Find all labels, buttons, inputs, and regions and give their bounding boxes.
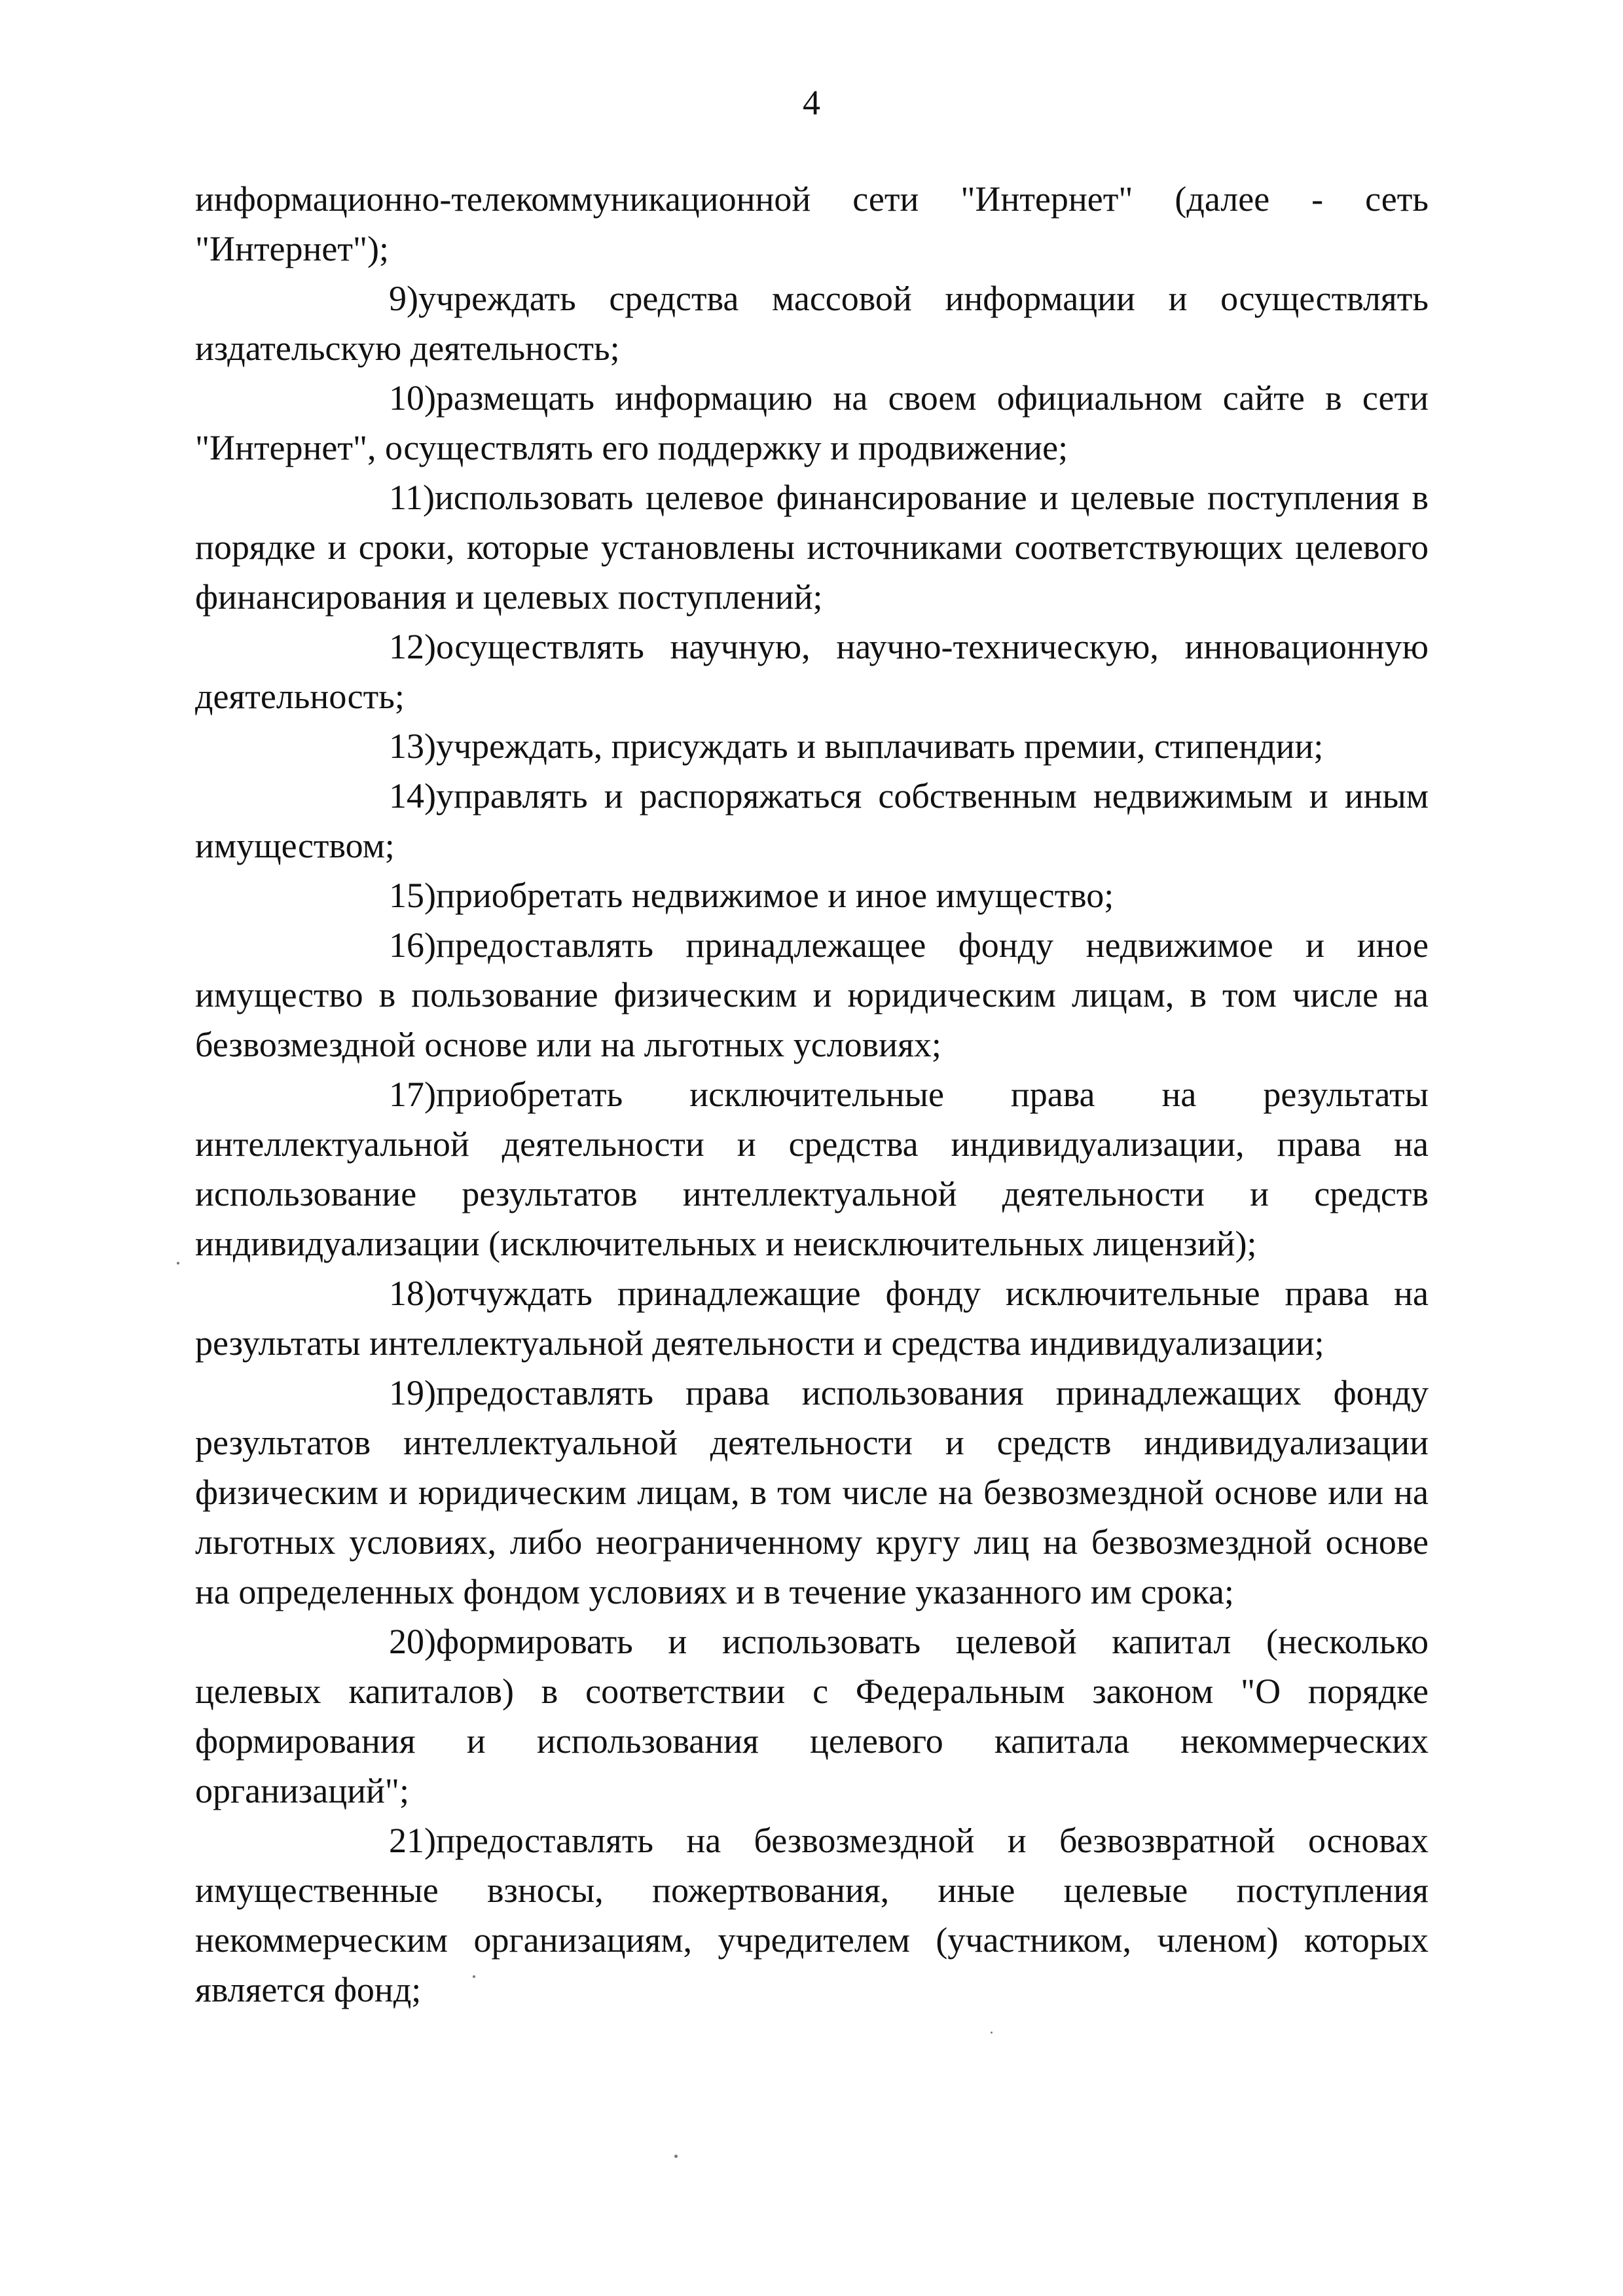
list-item-number: 9) xyxy=(389,279,418,318)
list-item-number: 16) xyxy=(389,925,436,965)
list-item-text: предоставлять принадлежащее фонду недвижимое и иное имущество в пользование физическим и юридическим лицам, в том числе на безвозмездной основе или на льготных условиях; xyxy=(195,925,1429,1064)
list-item-text: учреждать, присуждать и выплачивать премии, стипендии; xyxy=(435,726,1324,766)
paragraph-text: информационно-телекоммуникационной сети "Интернет" (далее - сеть "Интернет"); xyxy=(195,179,1429,268)
list-item xyxy=(195,373,1429,473)
scan-speck xyxy=(991,2032,993,2034)
list-item-number: 11) xyxy=(389,478,435,517)
list-item-number: 13) xyxy=(389,726,436,766)
list-item xyxy=(195,721,1429,771)
scan-speck xyxy=(177,1262,179,1265)
list-item xyxy=(195,473,1429,622)
list-item xyxy=(195,1816,1429,2015)
list-item xyxy=(195,622,1429,721)
list-item-number: 21) xyxy=(389,1821,436,1860)
list-item-number: 14) xyxy=(389,776,436,816)
page-number: 4 xyxy=(803,83,820,122)
list-item xyxy=(195,870,1429,920)
scan-speck xyxy=(674,2155,678,2158)
list-item xyxy=(195,1617,1429,1816)
list-item xyxy=(195,771,1429,870)
list-item xyxy=(195,1368,1429,1617)
list-item-number: 18) xyxy=(389,1274,436,1313)
list-item xyxy=(195,1268,1429,1368)
list-item xyxy=(195,274,1429,373)
list-item-number: 15) xyxy=(389,876,436,915)
list-item-number: 10) xyxy=(389,378,436,418)
scan-speck xyxy=(473,1975,475,1978)
list-item-text: приобретать исключительные права на результаты интеллектуальной деятельности и средства индивидуализации, права на использование результатов интеллектуальной деятельности и средств индивидуализации (исключительных и неисключительных лицензий); xyxy=(195,1075,1429,1263)
list-item-text: осуществлять научную, научно-техническую, инновационную деятельность; xyxy=(195,627,1429,716)
list-item-number: 17) xyxy=(389,1075,436,1114)
list-item xyxy=(195,1069,1429,1268)
list-item xyxy=(195,920,1429,1069)
list-item-text: учреждать средства массовой информации и осуществлять издательскую деятельность; xyxy=(195,279,1429,368)
list-item-text: приобретать недвижимое и иное имущество; xyxy=(435,876,1114,915)
list-item-number: 19) xyxy=(389,1373,436,1412)
list-item-text: предоставлять на безвозмездной и безвозвратной основах имущественные взносы, пожертвования, иные целевые поступления некоммерческим организациям, учредителем (участником, членом) которых является фонд; xyxy=(195,1821,1429,2009)
list-item-text: формировать и использовать целевой капитал (несколько целевых капиталов) в соответствии с Федеральным законом "О порядке формирования и использования целевого капитала некоммерческих организаций"; xyxy=(195,1622,1429,1810)
list-item-number: 20) xyxy=(389,1622,436,1661)
list-item-text: управлять и распоряжаться собственным недвижимым и иным имуществом; xyxy=(195,776,1429,865)
list-item-text: предоставлять права использования принадлежащих фонду результатов интеллектуальной деятельности и средств индивидуализации физическим и юридическим лицам, в том числе на безвозмездной основе или на льготных условиях, либо неограниченному кругу лиц на безвозмездной основе на определенных фондом условиях и в течение указанного им срока; xyxy=(195,1373,1429,1611)
list-item-text: размещать информацию на своем официальном сайте в сети "Интернет", осуществлять его поддержку и продвижение; xyxy=(195,378,1429,467)
list-item-number: 12) xyxy=(389,627,436,666)
document-body xyxy=(195,174,1429,2015)
list-item-text: отчуждать принадлежащие фонду исключительные права на результаты интеллектуальной деятельности и средства индивидуализации; xyxy=(195,1274,1429,1363)
paragraph-continuation xyxy=(195,174,1429,274)
list-item-text: использовать целевое финансирование и целевые поступления в порядке и сроки, которые установлены источниками соответствующих целевого финансирования и целевых поступлений; xyxy=(195,478,1429,617)
